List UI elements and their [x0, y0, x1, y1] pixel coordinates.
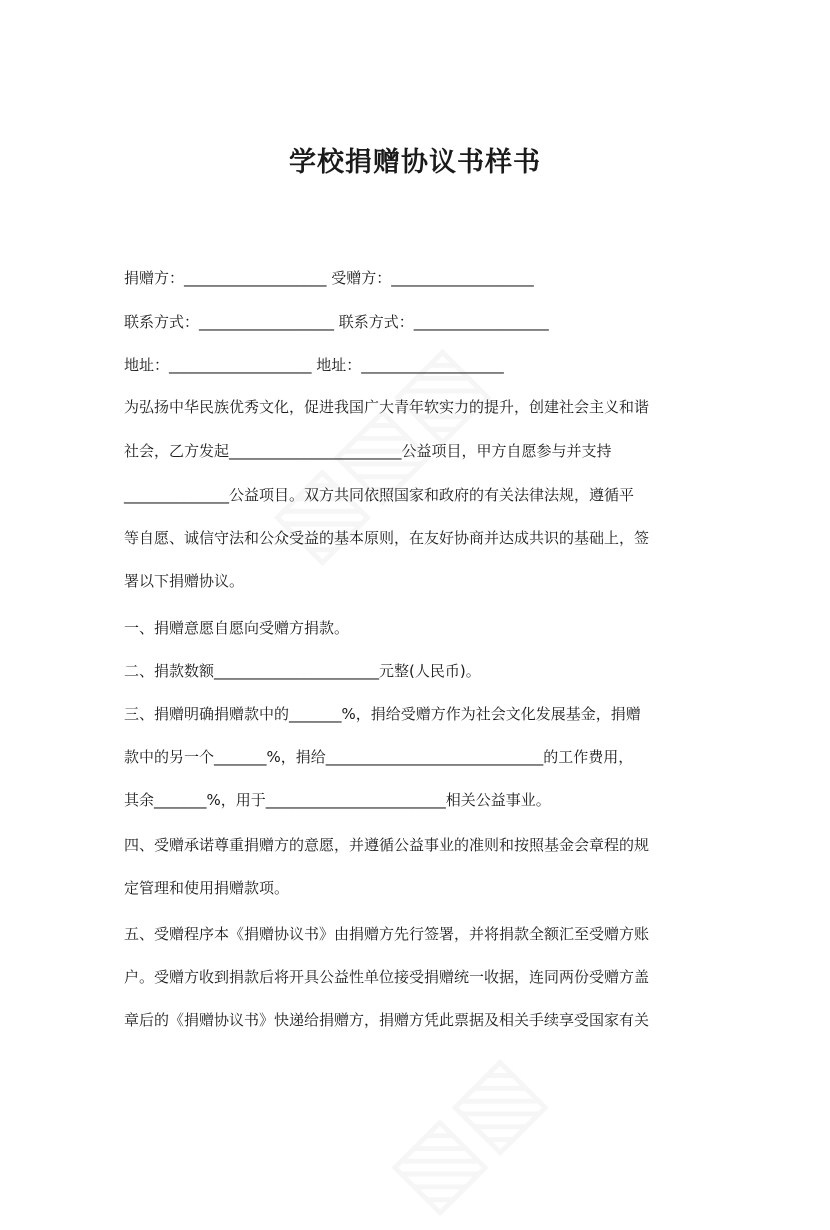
- preamble-line: 为弘扬中华民族优秀文化，促进我国广大青年软实力的提升，创建社会主义和谐: [124, 398, 650, 416]
- clause-3: 其余_______%，用于________________________相关公益事业。: [124, 791, 551, 809]
- preamble-line: 社会，乙方发起_______________________公益项目，甲方自愿参与并支持: [124, 442, 612, 460]
- contact-line: 联系方式：__________________ 联系方式：__________________: [124, 313, 549, 331]
- clause-3: 三、捐赠明确捐赠款中的_______%，捐给受赠方作为社会文化发展基金，捐赠: [124, 705, 641, 723]
- clause-3: 款中的另一个_______%，捐给_____________________________的工作费用，: [124, 748, 634, 766]
- donor-recipient-line: 捐赠方：___________________ 受赠方：___________________: [124, 269, 534, 287]
- clause-4: 定管理和使用捐赠款项。: [124, 879, 290, 897]
- address-line: 地址：___________________ 地址：___________________: [124, 356, 504, 374]
- preamble-line: 等自愿、诚信守法和公众受益的基本原则，在友好协商并达成共识的基础上，签: [124, 529, 650, 547]
- clause-5: 五、受赠程序本《捐赠协议书》由捐赠方先行签署，并将捐款全额汇至受赠方账: [124, 925, 650, 943]
- preamble-line: ______________公益项目。双方共同依照国家和政府的有关法律法规，遵循平: [124, 486, 635, 504]
- clause-4: 四、受赠承诺尊重捐赠方的意愿，并遵循公益事业的准则和按照基金会章程的规: [124, 836, 650, 854]
- clause-5: 章后的《捐赠协议书》快递给捐赠方，捐赠方凭此票据及相关手续享受国家有关: [124, 1011, 650, 1029]
- clause-2: 二、捐款数额______________________元整(人民币)。: [124, 662, 481, 680]
- watermark: [368, 1035, 563, 1230]
- document-title: 学校捐赠协议书样书: [289, 147, 541, 178]
- clause-5: 户。受赠方收到捐款后将开具公益性单位接受捐赠统一收据，连同两份受赠方盖: [124, 968, 650, 986]
- clause-1: 一、捐赠意愿自愿向受赠方捐款。: [124, 619, 350, 637]
- preamble-line: 署以下捐赠协议。: [124, 572, 245, 590]
